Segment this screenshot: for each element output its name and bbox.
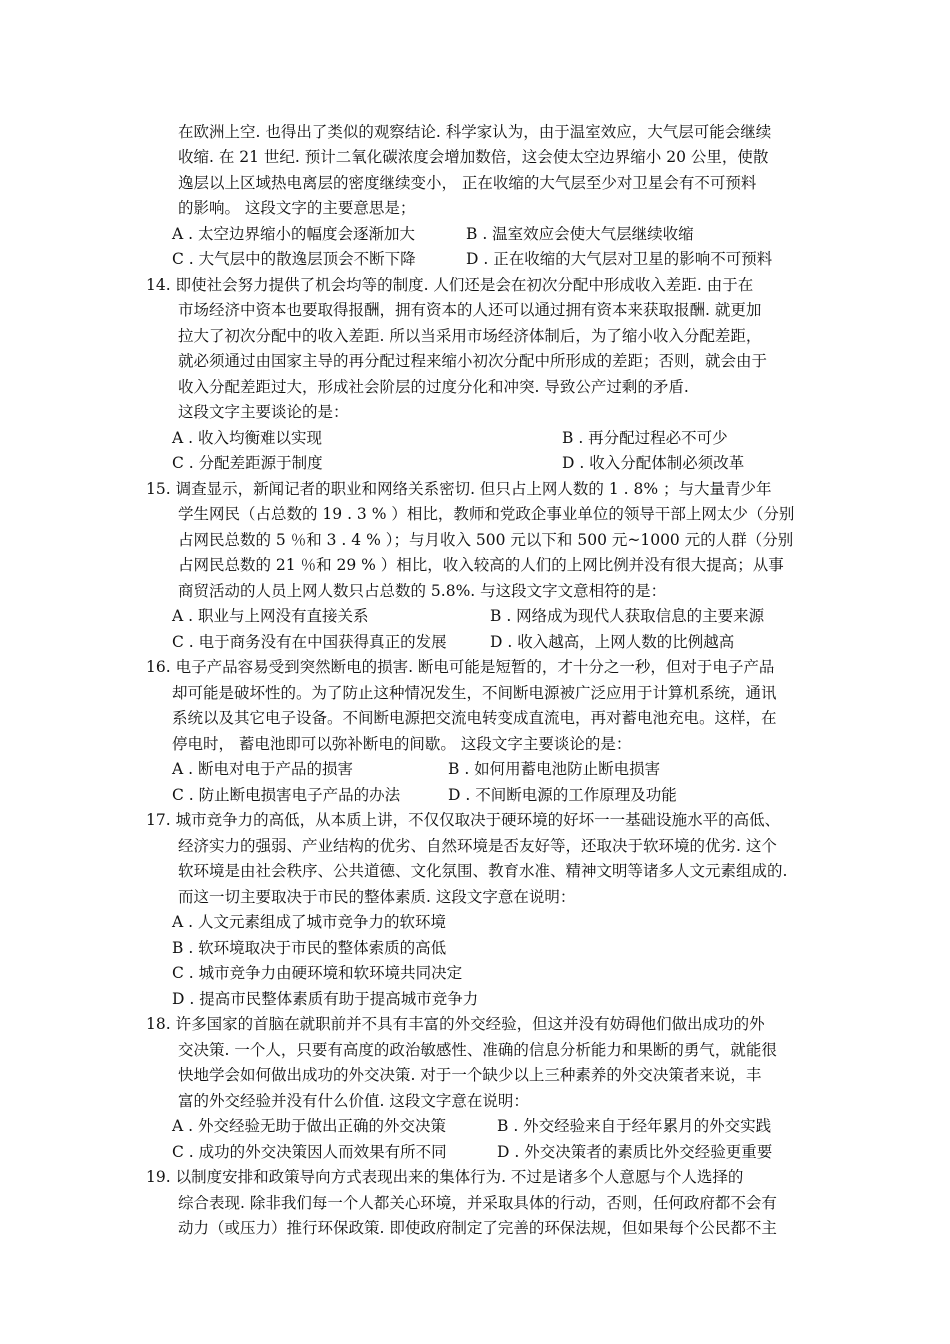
q13-option-b: B . 温室效应会使大气层继续收缩 (466, 225, 694, 243)
q18-line-2: 交决策. 一个人，只要有高度的政治敏感性、准确的信息分析能力和果断的勇气，就能很 (178, 1041, 777, 1059)
q14-option-b: B . 再分配过程必不可少 (562, 429, 728, 447)
q15-option-d: D . 收入越高，上网人数的比例越高 (490, 633, 735, 651)
q17-option-d: D . 提高市民整体素质有助于提高城市竞争力 (172, 990, 479, 1008)
q14-option-a: A . 收入均衡难以实现 (172, 429, 322, 447)
q17-option-c: C . 城市竞争力由硬环境和软环境共同决定 (172, 964, 463, 982)
q14-line-5: 收入分配差距过大，形成社会阶层的过度分化和冲突. 导致公产过剩的矛盾. (178, 378, 689, 396)
q17-line-2: 经济实力的强弱、产业结构的优劣、自然环境是否友好等，还取决于软环境的优劣. 这个 (178, 837, 777, 855)
q19-line-1: 19. 以制度安排和政策导向方式表现出来的集体行为. 不过是诸多个人意愿与个人选择的 (146, 1168, 744, 1186)
q15-line-2: 学生网民（占总数的 19 . 3 % ）相比，教师和党政企事业单位的领导干部上网太少（分别 (178, 505, 795, 523)
q17-line-4: 而这一切主要取决于市民的整体素质. 这段文字意在说明： (178, 888, 576, 906)
q17-option-b: B . 软环境取决于市民的整体索质的高低 (172, 939, 447, 957)
q15-option-b: B . 网络成为现代人获取信息的主要来源 (490, 607, 765, 625)
q14-option-c: C . 分配差距源于制度 (172, 454, 323, 472)
q14-line-6: 这段文字主要谈论的是： (178, 403, 349, 421)
q16-line-1: 16. 电子产品容易受到突然断电的损害. 断电可能是短暂的，才十分之一秒，但对于电子产品 (146, 658, 775, 676)
q14-option-d: D . 收入分配体制必须改革 (562, 454, 745, 472)
q19-line-3: 动力（或压力）推行环保政策. 即使政府制定了完善的环保法规，但如果每个公民都不主 (178, 1219, 777, 1237)
q14-line-4: 就必须通过由国家主导的再分配过程来缩小初次分配中所形成的差距；否则，就会由于 (178, 352, 768, 370)
q18-option-b: B . 外交经验来自于经年累月的外交实践 (497, 1117, 772, 1135)
q18-option-d: D . 外交决策者的素质比外交经验更重要 (497, 1143, 773, 1161)
q17-option-a: A . 人文元素组成了城市竞争力的软环境 (172, 913, 446, 931)
q18-line-1: 18. 许多国家的首脑在就职前并不具有丰富的外交经验，但这并没有妨碍他们做出成功的外 (146, 1015, 765, 1033)
q13-line-2: 收缩. 在 21 世纪. 预计二氧化碳浓度会增加数倍，这会使太空边界缩小 20 公里，使散 (178, 148, 769, 166)
q13-option-a: A . 太空边界缩小的幅度会逐渐加大 (172, 225, 415, 243)
q15-option-c: C . 电于商务没有在中国获得真正的发展 (172, 633, 447, 651)
q18-option-a: A . 外交经验无助于做出正确的外交决策 (172, 1117, 446, 1135)
q16-line-4: 停电时， 蓄电池即可以弥补断电的间歇。 这段文字主要谈论的是： (172, 735, 632, 753)
q16-option-c: C . 防止断电损害电子产品的办法 (172, 786, 401, 804)
q18-line-3: 快地学会如何做出成功的外交决策. 对于一个缺少以上三种素养的外交决策者来说，丰 (178, 1066, 762, 1084)
q18-option-c: C . 成功的外交决策因人而效果有所不同 (172, 1143, 447, 1161)
q15-option-a: A . 职业与上网没有直接关系 (172, 607, 369, 625)
q15-line-3: 占网民总数的 5 ％和 3 . 4 % ）；与月收入 500 元以下和 500 元~1000 元的人群（分别 (178, 531, 794, 549)
q16-line-3: 系统以及其它电子设备。不间断电源把交流电转变成直流电，再对蓄电池充电。这样，在 (172, 709, 777, 727)
q17-line-1: 17. 城市竞争力的高低，从本质上讲，不仅仅取决于硬环境的好坏一一基础设施水平的高低、 (146, 811, 781, 829)
q17-line-3: 软环境是由社会秩序、公共道德、文化氛围、教育水准、精神文明等诸多人文元素组成的. (178, 862, 788, 880)
q16-option-b: B . 如何用蓄电池防止断电损害 (448, 760, 661, 778)
q19-line-2: 综合表现. 除非我们每一个人都关心环境，并采取具体的行动，否则，任何政府都不会有 (178, 1194, 777, 1212)
q14-line-2: 市场经济中资本也要取得报酬，拥有资本的人还可以通过拥有资本来获取报酬. 就更加 (178, 301, 762, 319)
q13-line-4: 的影响。 这段文字的主要意思是； (178, 199, 416, 217)
q16-option-d: D . 不间断电源的工作原理及功能 (448, 786, 677, 804)
q13-option-d: D . 正在收缩的大气层对卫星的影响不可预料 (466, 250, 773, 268)
q16-option-a: A . 断电对电于产品的损害 (172, 760, 353, 778)
q18-line-4: 富的外交经验并没有什么价值. 这段文字意在说明： (178, 1092, 529, 1110)
q14-line-3: 拉大了初次分配中的收入差距. 所以当采用市场经济体制后，为了缩小收入分配差距， (178, 327, 762, 345)
q14-line-1: 14. 即使社会努力提供了机会均等的制度. 人们还是会在初次分配中形成收入差距. 由于在 (146, 276, 754, 294)
q15-line-1: 15. 调查显示，新闻记者的职业和网络关系密切. 但只占上网人数的 1 . 8% ；与大量青少年 (146, 480, 772, 498)
q13-line-1: 在欧洲上空. 也得出了类似的观察结论. 科学家认为，由于温室效应，大气层可能会继续 (178, 123, 772, 141)
q13-option-c: C . 大气层中的散逸层顶会不断下降 (172, 250, 416, 268)
q15-line-4: 占网民总数的 21 ％和 29 % ）相比，收入较高的人们的上网比例并没有很大提高；从事 (178, 556, 784, 574)
q16-line-2: 却可能是破坏性的。为了防止这种情况发生，不间断电源被广泛应用于计算机系统，通讯 (172, 684, 777, 702)
q13-line-3: 逸层以上区域热电离层的密度继续变小， 正在收缩的大气层至少对卫星会有不可预料 (178, 174, 757, 192)
q15-line-5: 商贸活动的人员上网人数只占总数的 5.8%. 与这段文字文意相符的是： (178, 582, 667, 600)
